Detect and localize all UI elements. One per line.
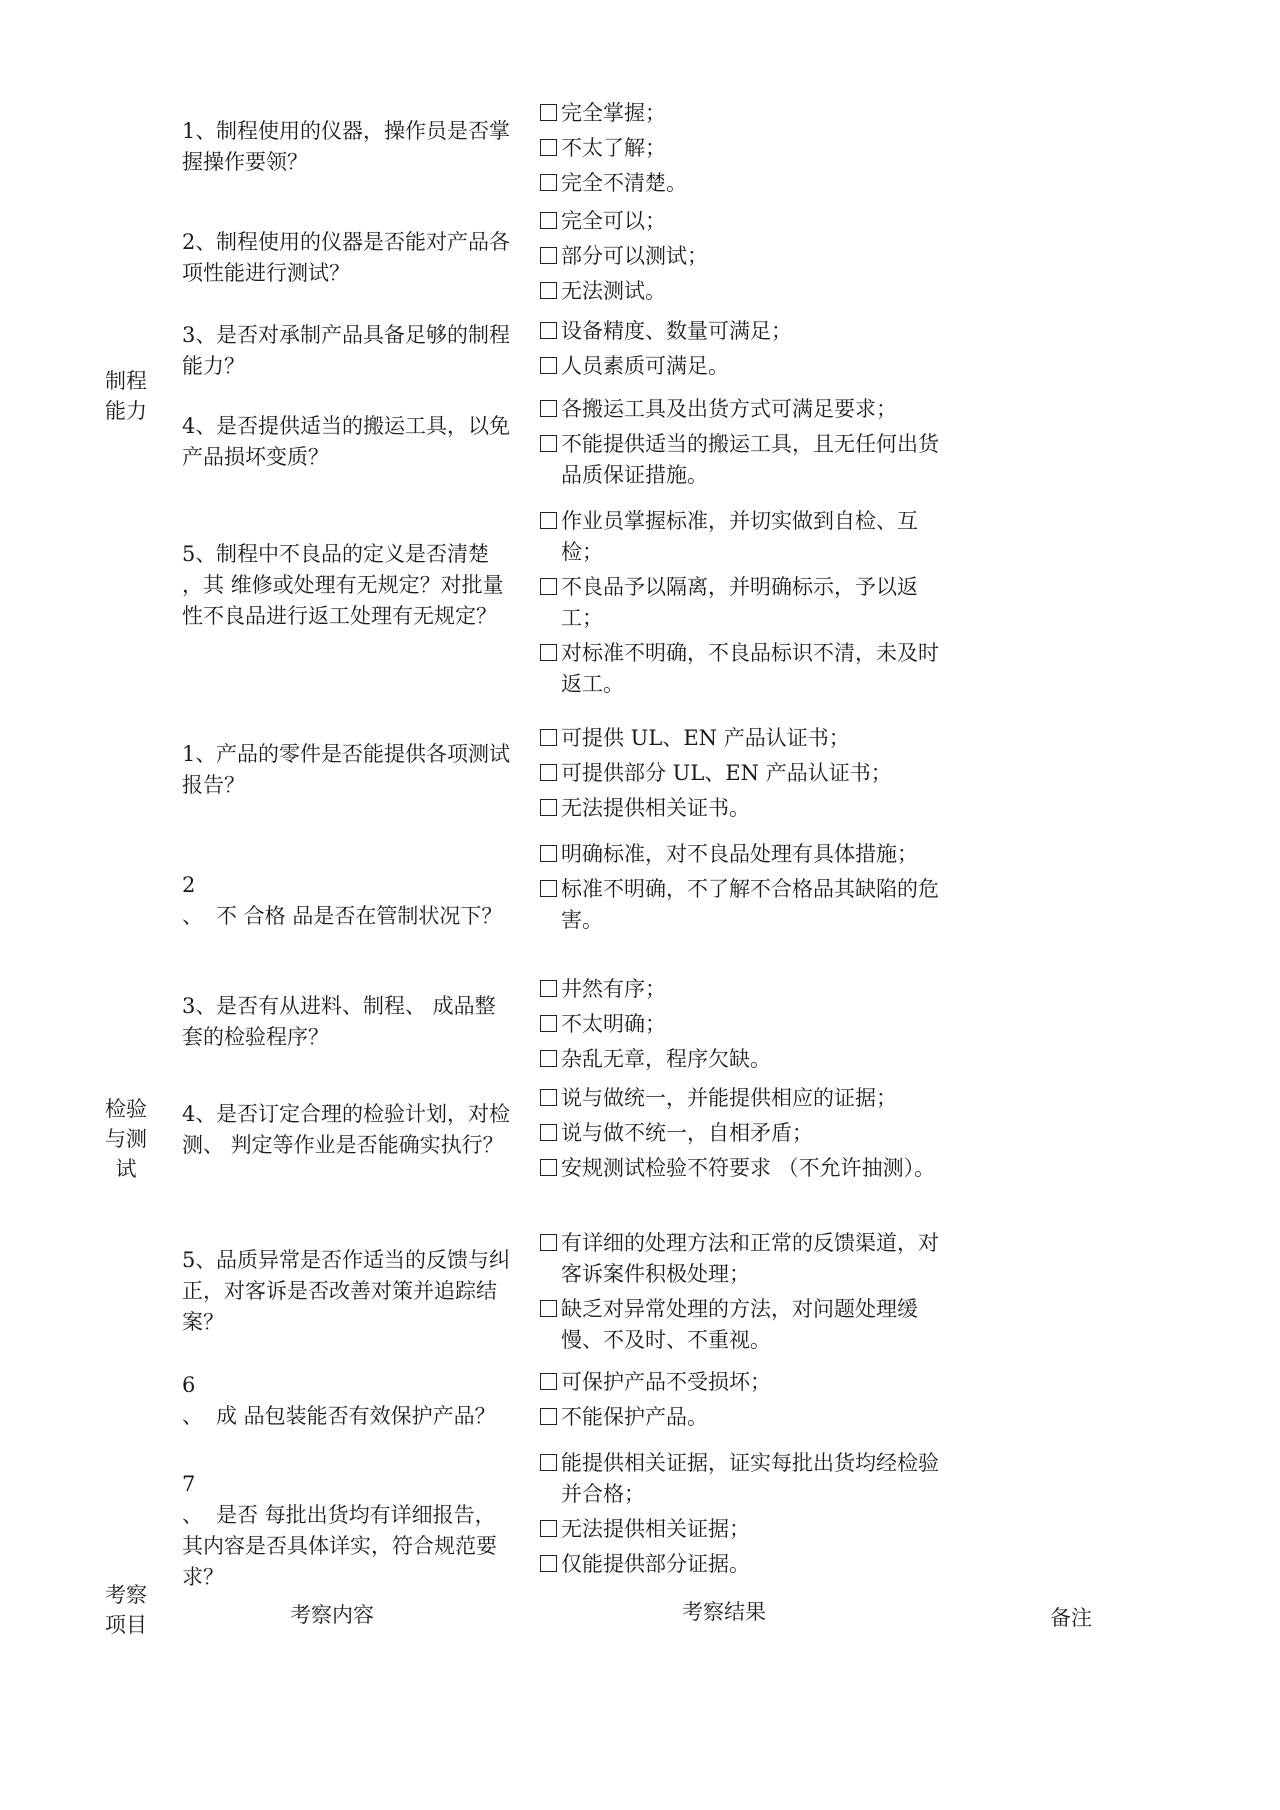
checkbox-icon[interactable] <box>540 357 557 374</box>
option[interactable]: 不良品予以隔离，并明确标示，予以返工； <box>540 572 950 634</box>
option[interactable]: 完全可以； <box>540 206 950 237</box>
option[interactable]: 不太了解； <box>540 133 950 164</box>
checkbox-icon[interactable] <box>540 512 557 529</box>
header-content: 考察内容 <box>290 1603 374 1627</box>
checkbox-icon[interactable] <box>540 578 557 595</box>
question: 7 、 是否 每批出货均有详细报告，其内容是否具体详实，符合规范要求？ <box>182 1472 497 1589</box>
option[interactable]: 仅能提供部分证据。 <box>540 1549 950 1580</box>
option[interactable]: 无法提供相关证据； <box>540 1514 950 1545</box>
checkbox-icon[interactable] <box>540 1300 557 1317</box>
question: 3、是否对承制产品具备足够的制程能力？ <box>182 323 510 378</box>
checkbox-icon[interactable] <box>540 1555 557 1572</box>
checkbox-icon[interactable] <box>540 174 557 191</box>
question: 3、是否有从进料、制程、 成品整套的检验程序？ <box>182 994 496 1049</box>
option-list <box>540 316 950 386</box>
category-label: 检验与测试 <box>105 1097 147 1181</box>
question: 4、是否订定合理的检验计划，对检测、 判定等作业是否能确实执行？ <box>182 1102 510 1157</box>
option[interactable]: 明确标准，对不良品处理有具体措施； <box>540 839 950 870</box>
checkbox-icon[interactable] <box>540 845 557 862</box>
option[interactable]: 不能保护产品。 <box>540 1402 950 1433</box>
option-list <box>540 394 950 495</box>
checkbox-icon[interactable] <box>540 1015 557 1032</box>
option-list <box>540 206 950 311</box>
option[interactable]: 可保护产品不受损坏； <box>540 1367 950 1398</box>
option-list <box>540 1083 950 1188</box>
option[interactable]: 能提供相关证据，证实每批出货均经检验并合格； <box>540 1448 950 1510</box>
question: 1、产品的零件是否能提供各项测试报告？ <box>182 742 510 797</box>
question: 1、制程使用的仪器，操作员是否掌握操作要领？ <box>182 119 510 174</box>
option[interactable]: 可提供 UL、EN 产品认证书； <box>540 723 950 754</box>
option[interactable]: 不太明确； <box>540 1009 950 1040</box>
option[interactable]: 说与做不统一，自相矛盾； <box>540 1118 950 1149</box>
question: 6 、 成 品包装能否有效保护产品？ <box>182 1373 496 1428</box>
option-list <box>540 506 950 704</box>
checkbox-icon[interactable] <box>540 1408 557 1425</box>
option-list <box>540 1448 950 1584</box>
category-label: 制程能力 <box>105 369 147 423</box>
checkbox-icon[interactable] <box>540 139 557 156</box>
option[interactable]: 作业员掌握标准，并切实做到自检、互检； <box>540 506 950 568</box>
header-item: 考察项目 <box>105 1583 147 1637</box>
option[interactable]: 对标准不明确，不良品标识不清，未及时返工。 <box>540 638 950 700</box>
checkbox-icon[interactable] <box>540 400 557 417</box>
checkbox-icon[interactable] <box>540 1050 557 1067</box>
checkbox-icon[interactable] <box>540 764 557 781</box>
option-list <box>540 974 950 1079</box>
header-note: 备注 <box>1050 1606 1092 1630</box>
checkbox-icon[interactable] <box>540 322 557 339</box>
option[interactable]: 安规测试检验不符要求 （不允许抽测）。 <box>540 1153 950 1184</box>
checkbox-icon[interactable] <box>540 1159 557 1176</box>
checkbox-icon[interactable] <box>540 1124 557 1141</box>
checkbox-icon[interactable] <box>540 1520 557 1537</box>
option-list <box>540 839 950 940</box>
checkbox-icon[interactable] <box>540 880 557 897</box>
question: 2、制程使用的仪器是否能对产品各项性能进行测试？ <box>182 230 510 285</box>
option[interactable]: 完全不清楚。 <box>540 168 950 199</box>
option[interactable]: 标准不明确，不了解不合格品其缺陷的危害。 <box>540 874 950 936</box>
checkbox-icon[interactable] <box>540 435 557 452</box>
header-result: 考察结果 <box>682 1600 766 1624</box>
checkbox-icon[interactable] <box>540 980 557 997</box>
option[interactable]: 人员素质可满足。 <box>540 351 950 382</box>
option[interactable]: 可提供部分 UL、EN 产品认证书； <box>540 758 950 789</box>
option[interactable]: 无法测试。 <box>540 276 950 307</box>
checkbox-icon[interactable] <box>540 212 557 229</box>
option[interactable]: 不能提供适当的搬运工具，且无任何出货品质保证措施。 <box>540 429 950 491</box>
checkbox-icon[interactable] <box>540 1089 557 1106</box>
option[interactable]: 设备精度、数量可满足； <box>540 316 950 347</box>
option-list <box>540 1367 950 1437</box>
option[interactable]: 缺乏对异常处理的方法，对问题处理缓慢、不及时、不重视。 <box>540 1294 950 1356</box>
checkbox-icon[interactable] <box>540 644 557 661</box>
checkbox-icon[interactable] <box>540 729 557 746</box>
question: 4、是否提供适当的搬运工具，以免产品损坏变质？ <box>182 414 510 469</box>
option[interactable]: 部分可以测试； <box>540 241 950 272</box>
option[interactable]: 井然有序； <box>540 974 950 1005</box>
option[interactable]: 各搬运工具及出货方式可满足要求； <box>540 394 950 425</box>
checkbox-icon[interactable] <box>540 282 557 299</box>
checkbox-icon[interactable] <box>540 1234 557 1251</box>
option[interactable]: 完全掌握； <box>540 98 950 129</box>
checkbox-icon[interactable] <box>540 247 557 264</box>
option-list <box>540 98 950 203</box>
option[interactable]: 说与做统一，并能提供相应的证据； <box>540 1083 950 1114</box>
option[interactable]: 无法提供相关证书。 <box>540 793 950 824</box>
option-list <box>540 1228 950 1360</box>
checkbox-icon[interactable] <box>540 1454 557 1471</box>
option[interactable]: 杂乱无章，程序欠缺。 <box>540 1044 950 1075</box>
checkbox-icon[interactable] <box>540 104 557 121</box>
checkbox-icon[interactable] <box>540 799 557 816</box>
question: 5、制程中不良品的定义是否清楚 ，其 维修或处理有无规定？对批量性不良品进行返工处理有无规定？ <box>182 542 504 628</box>
question: 5、品质异常是否作适当的反馈与纠正，对客诉是否改善对策并追踪结案？ <box>182 1248 510 1334</box>
option-list <box>540 723 950 828</box>
checkbox-icon[interactable] <box>540 1373 557 1390</box>
question: 2 、 不 合格 品是否在管制状况下？ <box>182 873 503 928</box>
option[interactable]: 有详细的处理方法和正常的反馈渠道，对客诉案件积极处理； <box>540 1228 950 1290</box>
